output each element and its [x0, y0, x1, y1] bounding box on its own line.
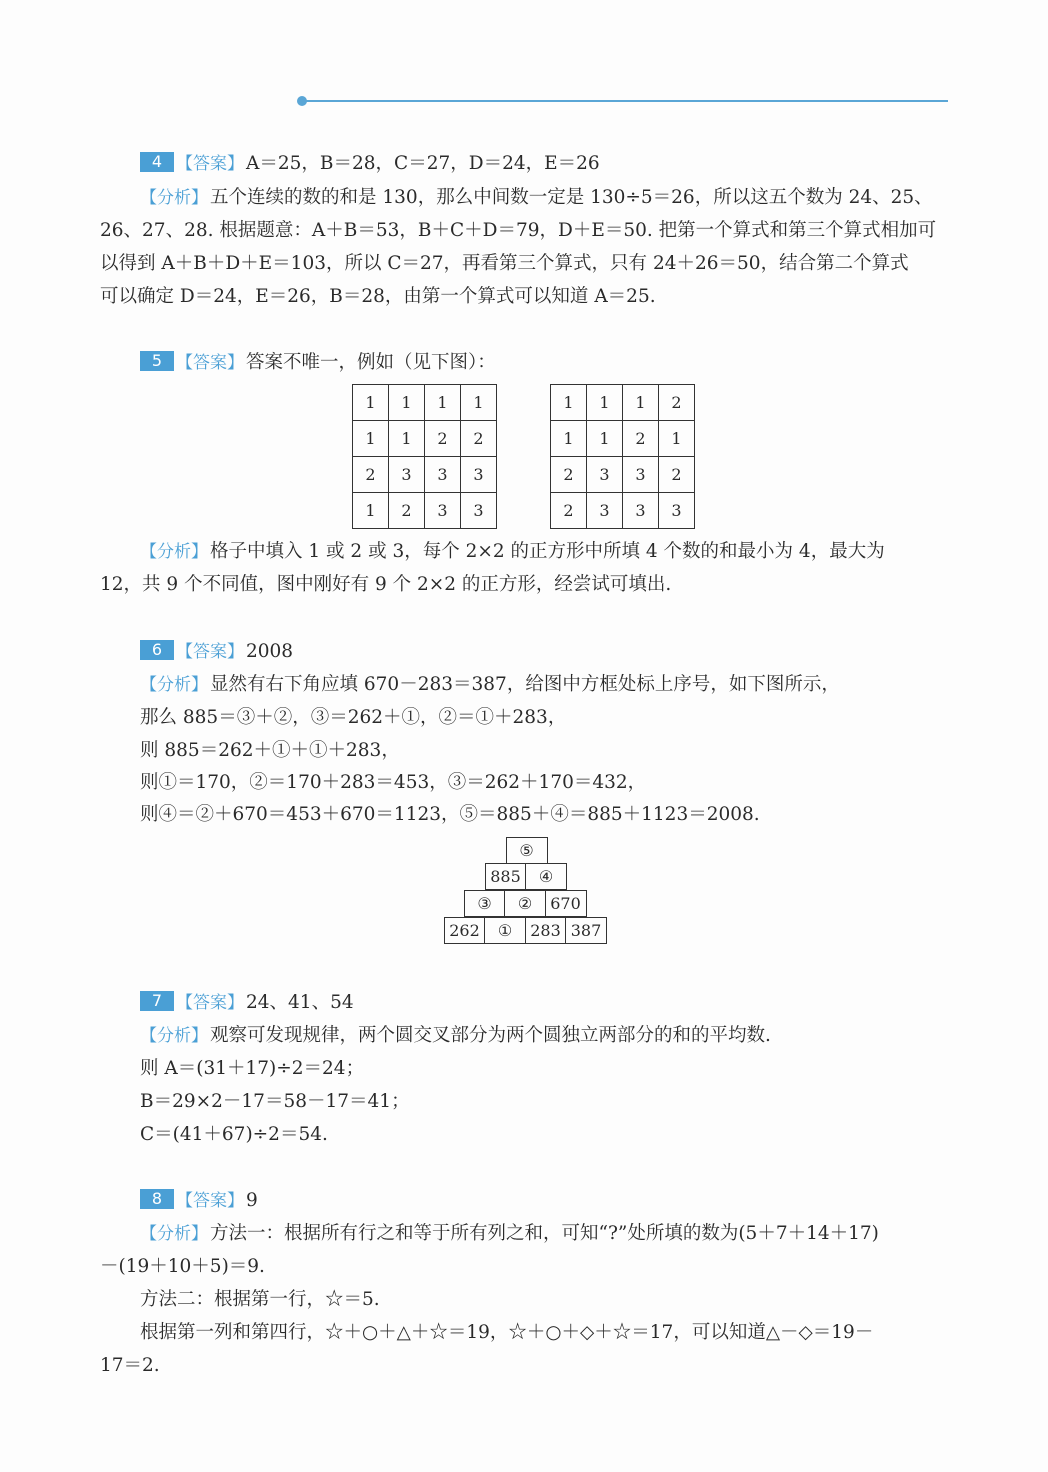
q7-analysis-line: 则 A＝(31＋17)÷2＝24；	[140, 1058, 365, 1079]
grid-cell: 1	[461, 385, 497, 421]
grid-cell: 2	[551, 457, 587, 493]
grid-cell: 1	[425, 385, 461, 421]
grid-cell: 3	[623, 493, 659, 529]
q7-analysis-line	[140, 1024, 1000, 1048]
q5-analysis-line	[140, 540, 1000, 564]
pyramid-row	[445, 917, 607, 944]
q7-answer: 24、41、54	[246, 992, 354, 1013]
q5-grid-left	[352, 384, 497, 529]
pyramid-cell: 262	[444, 917, 486, 944]
q8-analysis-line: －(19＋10＋5)＝9.	[100, 1256, 265, 1277]
pyramid-cell: ⑤	[506, 837, 548, 864]
grid-cell: 1	[353, 421, 389, 457]
grid-cell: 1	[353, 385, 389, 421]
grid-cell: 2	[461, 421, 497, 457]
q6-analysis-line: 则 885＝262＋①＋①＋283，	[140, 740, 400, 761]
q4-analysis-line: 26、27、28. 根据题意：A＋B＝53，B＋C＋D＝79，D＋E＝50. 把第一个算式和第三个算式相加可	[100, 220, 937, 241]
q8-answer-line	[140, 1189, 1000, 1213]
pyramid-cell: ①	[484, 917, 526, 944]
q4-analysis-line: 以得到 A＋B＋D＋E＝103，所以 C＝27，再看第三个算式，只有 24＋26＝50，结合第二个算式	[100, 253, 909, 274]
pyramid-row	[465, 890, 587, 917]
q7-answer-tag: 【答案】	[176, 993, 244, 1013]
q7-analysis-line: B＝29×2－17＝58－17＝41；	[140, 1091, 410, 1112]
q4-number-badge: 4	[140, 152, 174, 172]
grid-cell: 2	[623, 421, 659, 457]
q6-answer-tag: 【答案】	[176, 642, 244, 662]
q5-number-badge: 5	[140, 351, 174, 371]
grid-cell: 1	[389, 385, 425, 421]
q8-analysis-line	[140, 1222, 1000, 1246]
grid-cell: 1	[353, 493, 389, 529]
q5-analysis-tag: 【分析】	[140, 542, 208, 562]
grid-cell: 1	[587, 421, 623, 457]
grid-cell: 2	[425, 421, 461, 457]
grid-cell: 2	[659, 457, 695, 493]
grid-cell: 3	[587, 457, 623, 493]
q7-answer-line	[140, 991, 1000, 1015]
pyramid-cell: 283	[525, 917, 567, 944]
q5-grid-right	[550, 384, 695, 529]
grid-cell: 3	[659, 493, 695, 529]
q6-analysis-line	[140, 673, 1000, 697]
q6-analysis-text: 显然有右下角应填 670－283＝387，给图中方框处标上序号，如下图所示，	[210, 674, 840, 695]
grid-cell: 3	[623, 457, 659, 493]
grid-cell: 2	[353, 457, 389, 493]
q4-analysis-line	[140, 186, 1000, 210]
q8-analysis-line: 根据第一列和第四行，☆＋○＋△＋☆＝19，☆＋○＋◇＋☆＝17，可以知道△－◇＝19－	[140, 1322, 874, 1343]
grid-cell: 3	[425, 457, 461, 493]
q8-answer-tag: 【答案】	[176, 1191, 244, 1211]
q8-analysis-tag: 【分析】	[140, 1224, 208, 1244]
grid-cell: 1	[587, 385, 623, 421]
q5-answer-tag: 【答案】	[176, 353, 244, 373]
pyramid-cell: 885	[485, 863, 527, 890]
q4-analysis-text: 五个连续的数的和是 130，那么中间数一定是 130÷5＝26，所以这五个数为 24、25、	[210, 187, 933, 208]
grid-cell: 3	[389, 457, 425, 493]
q5-answer-line	[140, 351, 1000, 375]
grid-cell: 3	[461, 457, 497, 493]
grid-cell: 2	[659, 385, 695, 421]
pyramid-cell: ③	[464, 890, 506, 917]
grid-cell: 1	[623, 385, 659, 421]
header-rule	[304, 100, 948, 102]
q7-analysis-text: 观察可发现规律，两个圆交叉部分为两个圆独立两部分的和的平均数.	[210, 1025, 771, 1046]
grid-cell: 2	[389, 493, 425, 529]
pyramid-cell: 670	[545, 890, 587, 917]
grid-cell: 1	[551, 421, 587, 457]
q6-answer: 2008	[246, 641, 294, 662]
q6-analysis-line: 则④＝②＋670＝453＋670＝1123，⑤＝885＋④＝885＋1123＝2008.	[140, 804, 760, 825]
q8-number-badge: 8	[140, 1189, 174, 1209]
grid-cell: 3	[587, 493, 623, 529]
grid-cell: 2	[551, 493, 587, 529]
q4-answer: A＝25，B＝28，C＝27，D＝24，E＝26	[246, 153, 600, 174]
grid-cell: 3	[425, 493, 461, 529]
pyramid-cell: ②	[504, 890, 546, 917]
q6-answer-line	[140, 640, 1000, 664]
grid-cell: 1	[389, 421, 425, 457]
pyramid-row	[486, 863, 567, 890]
q8-analysis-text: 方法一：根据所有行之和等于所有列之和，可知“?”处所填的数为(5＋7＋14＋17)	[210, 1223, 879, 1244]
q7-analysis-tag: 【分析】	[140, 1026, 208, 1046]
q4-answer-line	[140, 152, 1000, 176]
q7-number-badge: 7	[140, 991, 174, 1011]
grid-cell: 1	[551, 385, 587, 421]
q8-answer: 9	[246, 1190, 258, 1211]
q4-answer-tag: 【答案】	[176, 154, 244, 174]
q5-analysis-text: 格子中填入 1 或 2 或 3，每个 2×2 的正方形中所填 4 个数的和最小为 4，最大为	[210, 541, 885, 562]
q6-number-badge: 6	[140, 640, 174, 660]
q5-answer: 答案不唯一，例如（见下图）：	[246, 352, 496, 373]
q6-analysis-line: 则①＝170，②＝170＋283＝453，③＝262＋170＝432，	[140, 772, 647, 793]
q6-analysis-line: 那么 885＝③＋②，③＝262＋①，②＝①＋283，	[140, 707, 567, 728]
q8-analysis-line: 17＝2.	[100, 1355, 160, 1376]
grid-cell: 3	[461, 493, 497, 529]
grid-cell: 1	[659, 421, 695, 457]
pyramid-cell: 387	[565, 917, 607, 944]
q8-analysis-line: 方法二：根据第一行，☆＝5.	[140, 1289, 380, 1310]
q5-analysis-line: 12，共 9 个不同值，图中刚好有 9 个 2×2 的正方形，经尝试可填出.	[100, 574, 672, 595]
pyramid-row	[507, 837, 548, 864]
pyramid-cell: ④	[525, 863, 567, 890]
q4-analysis-tag: 【分析】	[140, 188, 208, 208]
q6-analysis-tag: 【分析】	[140, 675, 208, 695]
q7-analysis-line: C＝(41＋67)÷2＝54.	[140, 1124, 328, 1145]
q4-analysis-line: 可以确定 D＝24，E＝26，B＝28，由第一个算式可以知道 A＝25.	[100, 286, 656, 307]
